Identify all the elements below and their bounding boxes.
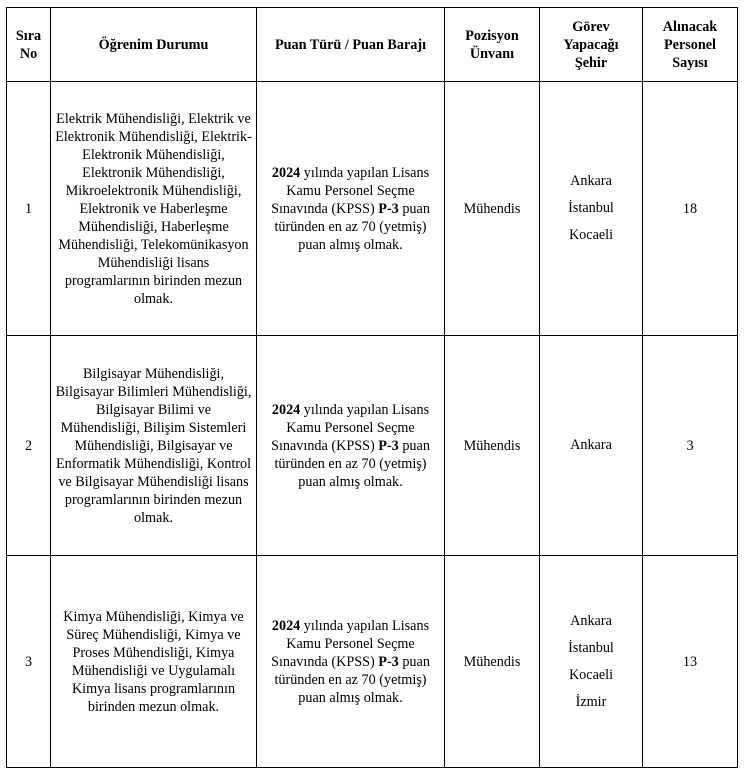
header-puan-turu: Puan Türü / Puan Barajı bbox=[257, 8, 445, 82]
cell-puan bbox=[257, 336, 445, 556]
cell-ogrenim: Elektrik Mühendisliği, Elektrik ve Elektronik Mühendisliği, Elektrik-Elektronik Mühendisliği, Elektronik Mühendisliği, Mikroelektronik Mühendisliği, Elektronik ve Haberleşme Mühendisliği, Haberleşme Mühendisliği, Telekomünikasyon Mühendisliği lisans programlarının birinden mezun olmak. bbox=[51, 82, 257, 336]
cell-sayi: 3 bbox=[643, 336, 738, 556]
puan-text: yılında yapılan Lisans Kamu Personel Seçme Sınavında (KPSS) bbox=[271, 617, 430, 670]
cell-no: 3 bbox=[7, 556, 51, 768]
puan-year: 2024 bbox=[271, 617, 301, 634]
puan-text: yılında yapılan Lisans Kamu Personel Seçme Sınavında (KPSS) bbox=[271, 164, 430, 217]
city: Ankara bbox=[570, 612, 612, 629]
header-pozisyon: Pozisyon Ünvanı bbox=[445, 8, 540, 82]
cell-no: 2 bbox=[7, 336, 51, 556]
cell-sayi: 13 bbox=[643, 556, 738, 768]
header-personel-sayisi: Alınacak Personel Sayısı bbox=[643, 8, 738, 82]
cell-sehir bbox=[540, 336, 643, 556]
table-row bbox=[7, 556, 738, 768]
puan-text-end: puan türünden en az 70 (yetmiş) puan almış olmak. bbox=[274, 200, 430, 253]
header-ogrenim-durumu: Öğrenim Durumu bbox=[51, 8, 257, 82]
cell-pozisyon: Mühendis bbox=[445, 556, 540, 768]
header-sira-no: Sıra No bbox=[7, 8, 51, 82]
city: İzmir bbox=[575, 693, 607, 710]
header-row bbox=[7, 8, 738, 82]
table-row bbox=[7, 336, 738, 556]
table-row bbox=[7, 82, 738, 336]
puan-type: P-3 bbox=[378, 437, 399, 454]
puan-text: yılında yapılan Lisans Kamu Personel Seçme Sınavında (KPSS) bbox=[271, 401, 430, 454]
cell-ogrenim: Kimya Mühendisliği, Kimya ve Süreç Mühendisliği, Kimya ve Proses Mühendisliği, Kimya Mühendisliği ve Uygulamalı Kimya lisans programlarının birinden mezun olmak. bbox=[51, 556, 257, 768]
puan-type: P-3 bbox=[378, 653, 399, 670]
city: İstanbul bbox=[568, 200, 614, 216]
cell-pozisyon: Mühendis bbox=[445, 82, 540, 336]
cell-sehir bbox=[540, 82, 643, 336]
city: Ankara bbox=[570, 173, 612, 189]
cell-no: 1 bbox=[7, 82, 51, 336]
city: Kocaeli bbox=[568, 227, 614, 243]
cell-sehir bbox=[540, 556, 643, 768]
puan-text-end: puan türünden en az 70 (yetmiş) puan almış olmak. bbox=[274, 437, 430, 490]
cell-ogrenim: Bilgisayar Mühendisliği, Bilgisayar Bilimleri Mühendisliği, Bilgisayar Bilimi ve Mühendisliği, Bilişim Sistemleri Mühendisliği, Bilgisayar ve Enformatik Mühendisliği, Kontrol ve Bilgisayar Mühendisliği lisans programlarının birinden mezun olmak. bbox=[51, 336, 257, 556]
personnel-table bbox=[6, 7, 738, 768]
city: Ankara bbox=[570, 437, 612, 453]
city: Kocaeli bbox=[568, 666, 614, 683]
city: İstanbul bbox=[568, 639, 614, 656]
header-sehir: Görev Yapacağı Şehir bbox=[540, 8, 643, 82]
cell-sayi: 18 bbox=[643, 82, 738, 336]
puan-type: P-3 bbox=[378, 200, 399, 217]
puan-text-end: puan türünden en az 70 (yetmiş) puan almış olmak. bbox=[274, 653, 430, 706]
cell-puan bbox=[257, 556, 445, 768]
cell-pozisyon: Mühendis bbox=[445, 336, 540, 556]
puan-year: 2024 bbox=[271, 401, 301, 418]
cell-puan bbox=[257, 82, 445, 336]
puan-year: 2024 bbox=[271, 164, 301, 181]
